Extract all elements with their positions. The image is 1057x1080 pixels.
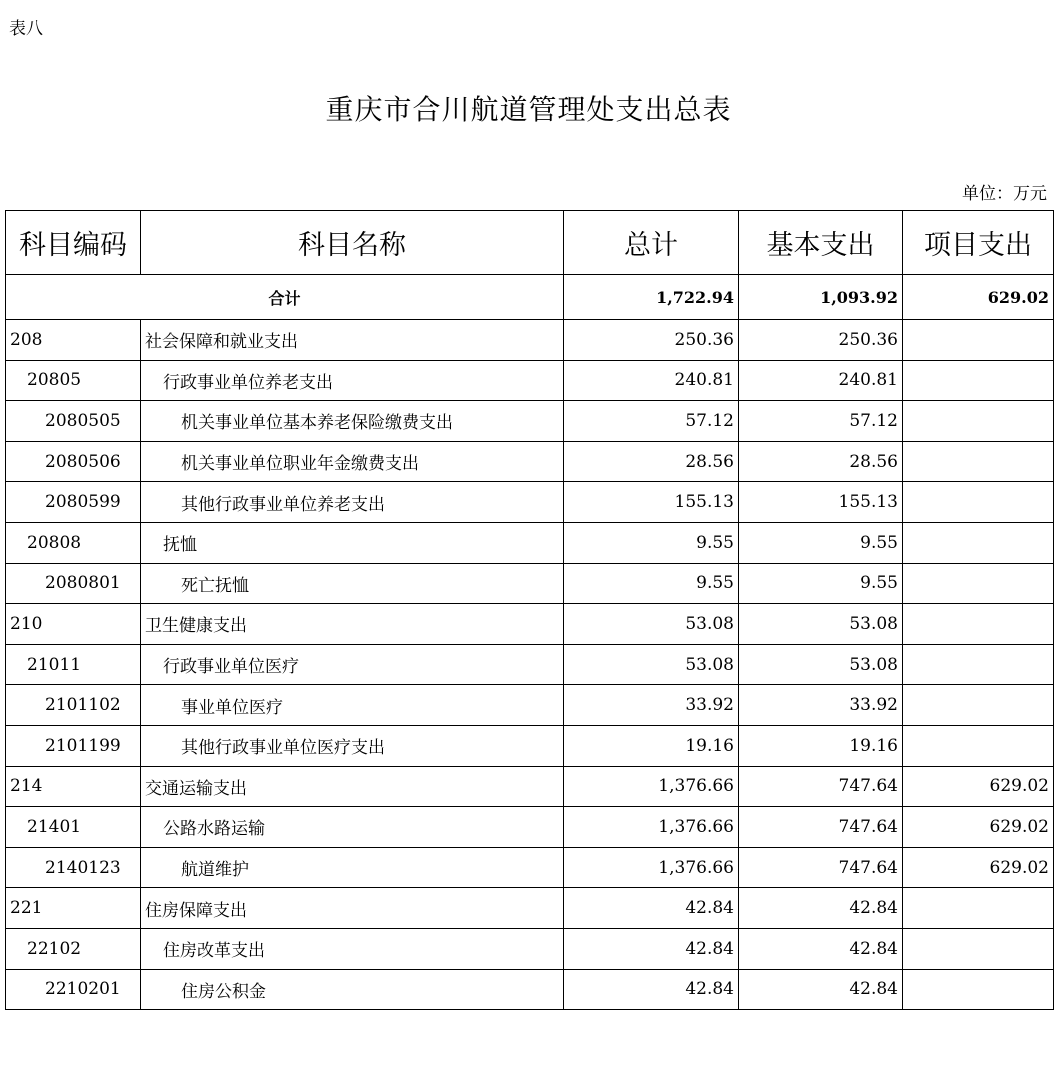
total-label: 合计: [6, 275, 564, 320]
row-name: 其他行政事业单位医疗支出: [141, 725, 564, 766]
table-row: [6, 725, 1054, 766]
row-code: 20808: [6, 522, 141, 563]
row-basic: 42.84: [739, 969, 903, 1010]
table-row: [6, 928, 1054, 969]
row-total: 42.84: [564, 928, 739, 969]
row-basic: 33.92: [739, 685, 903, 726]
header-project: 项目支出: [903, 211, 1054, 275]
row-total: 9.55: [564, 563, 739, 604]
row-basic: 53.08: [739, 644, 903, 685]
table-row: [6, 604, 1054, 645]
row-project: [903, 320, 1054, 361]
row-name: 公路水路运输: [141, 807, 564, 848]
row-basic: 250.36: [739, 320, 903, 361]
table-row: [6, 807, 1054, 848]
row-project: 629.02: [903, 847, 1054, 888]
table-row: [6, 563, 1054, 604]
row-name: 住房公积金: [141, 969, 564, 1010]
header-row: [6, 211, 1054, 275]
row-basic: 19.16: [739, 725, 903, 766]
row-name: 行政事业单位养老支出: [141, 360, 564, 401]
total-total: 1,722.94: [564, 275, 739, 320]
row-basic: 42.84: [739, 888, 903, 929]
table-row: [6, 401, 1054, 442]
row-basic: 9.55: [739, 563, 903, 604]
row-total: 42.84: [564, 969, 739, 1010]
row-name: 交通运输支出: [141, 766, 564, 807]
header-name: 科目名称: [141, 211, 564, 275]
row-name: 抚恤: [141, 522, 564, 563]
row-code: 214: [6, 766, 141, 807]
header-code: 科目编码: [6, 211, 141, 275]
row-basic: 155.13: [739, 482, 903, 523]
row-project: [903, 401, 1054, 442]
table-number-label: 表八: [9, 19, 43, 39]
row-project: [903, 969, 1054, 1010]
row-total: 28.56: [564, 441, 739, 482]
table-row: [6, 888, 1054, 929]
row-project: [903, 522, 1054, 563]
row-code: 21011: [6, 644, 141, 685]
row-total: 240.81: [564, 360, 739, 401]
row-code: 2210201: [6, 969, 141, 1010]
row-project: [903, 482, 1054, 523]
row-basic: 9.55: [739, 522, 903, 563]
row-code: 2080506: [6, 441, 141, 482]
row-name: 社会保障和就业支出: [141, 320, 564, 361]
row-total: 155.13: [564, 482, 739, 523]
row-name: 住房保障支出: [141, 888, 564, 929]
row-basic: 747.64: [739, 807, 903, 848]
row-name: 卫生健康支出: [141, 604, 564, 645]
table-row: [6, 522, 1054, 563]
row-code: 208: [6, 320, 141, 361]
row-name: 机关事业单位基本养老保险缴费支出: [141, 401, 564, 442]
row-name: 其他行政事业单位养老支出: [141, 482, 564, 523]
row-total: 9.55: [564, 522, 739, 563]
unit-label: 单位：万元: [962, 184, 1047, 204]
row-project: [903, 928, 1054, 969]
row-name: 事业单位医疗: [141, 685, 564, 726]
row-basic: 747.64: [739, 766, 903, 807]
row-code: 210: [6, 604, 141, 645]
table-row: [6, 969, 1054, 1010]
row-name: 死亡抚恤: [141, 563, 564, 604]
row-project: [903, 644, 1054, 685]
row-project: [903, 888, 1054, 929]
row-name: 机关事业单位职业年金缴费支出: [141, 441, 564, 482]
row-basic: 747.64: [739, 847, 903, 888]
total-basic: 1,093.92: [739, 275, 903, 320]
header-basic: 基本支出: [739, 211, 903, 275]
table-row: [6, 320, 1054, 361]
row-code: 2101102: [6, 685, 141, 726]
row-total: 33.92: [564, 685, 739, 726]
row-project: [903, 725, 1054, 766]
row-code: 2080801: [6, 563, 141, 604]
row-basic: 53.08: [739, 604, 903, 645]
row-code: 221: [6, 888, 141, 929]
row-project: [903, 685, 1054, 726]
row-project: 629.02: [903, 766, 1054, 807]
row-total: 1,376.66: [564, 807, 739, 848]
table-row: [6, 441, 1054, 482]
row-project: [903, 360, 1054, 401]
table-row: [6, 644, 1054, 685]
row-total: 57.12: [564, 401, 739, 442]
row-name: 行政事业单位医疗: [141, 644, 564, 685]
row-code: 2101199: [6, 725, 141, 766]
table-row: [6, 482, 1054, 523]
row-project: [903, 604, 1054, 645]
table-row: [6, 766, 1054, 807]
table-row: [6, 685, 1054, 726]
row-name: 住房改革支出: [141, 928, 564, 969]
row-code: 2140123: [6, 847, 141, 888]
row-total: 1,376.66: [564, 766, 739, 807]
row-code: 20805: [6, 360, 141, 401]
table-row: [6, 360, 1054, 401]
row-total: 19.16: [564, 725, 739, 766]
row-project: 629.02: [903, 807, 1054, 848]
row-total: 250.36: [564, 320, 739, 361]
expenditure-table: [5, 210, 1054, 1010]
row-project: [903, 563, 1054, 604]
row-total: 42.84: [564, 888, 739, 929]
total-project: 629.02: [903, 275, 1054, 320]
header-total: 总计: [564, 211, 739, 275]
row-basic: 57.12: [739, 401, 903, 442]
row-code: 22102: [6, 928, 141, 969]
row-project: [903, 441, 1054, 482]
row-total: 53.08: [564, 604, 739, 645]
total-row: [6, 275, 1054, 320]
row-basic: 28.56: [739, 441, 903, 482]
row-total: 53.08: [564, 644, 739, 685]
row-name: 航道维护: [141, 847, 564, 888]
row-basic: 42.84: [739, 928, 903, 969]
page-title: 重庆市合川航道管理处支出总表: [325, 93, 732, 126]
row-total: 1,376.66: [564, 847, 739, 888]
row-code: 2080599: [6, 482, 141, 523]
row-basic: 240.81: [739, 360, 903, 401]
row-code: 21401: [6, 807, 141, 848]
table-row: [6, 847, 1054, 888]
row-code: 2080505: [6, 401, 141, 442]
